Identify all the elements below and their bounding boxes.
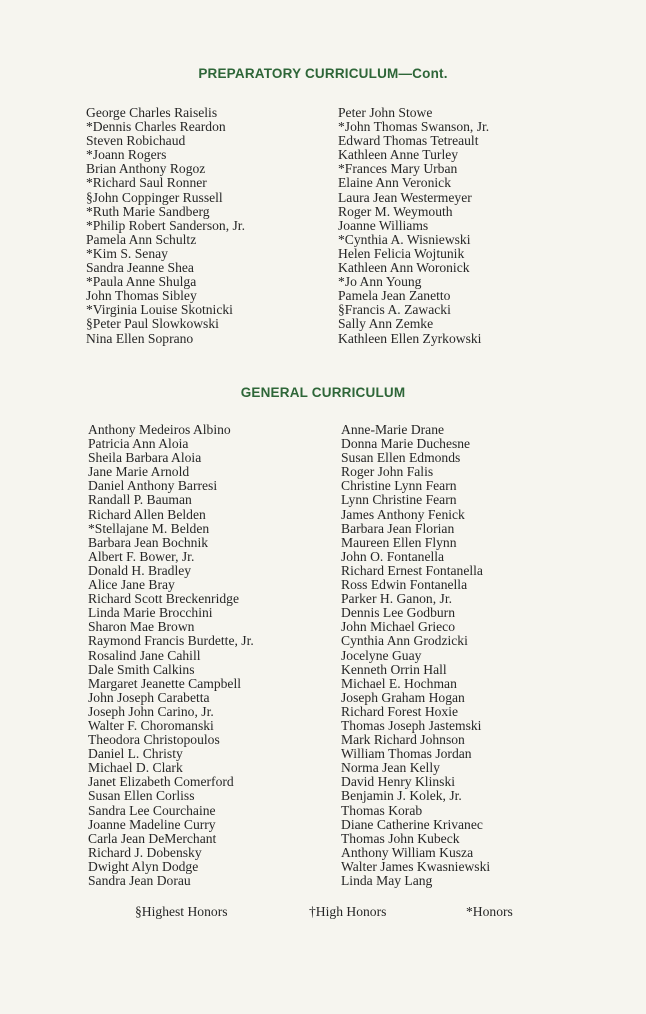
graduate-name: Parker H. Ganon, Jr. [341,591,452,607]
graduate-name: Theodora Christopoulos [88,732,220,748]
graduate-name: Joanne Madeline Curry [88,816,216,832]
graduate-name: Barbara Jean Florian [341,520,455,536]
graduate-name: Joseph John Carino, Jr. [88,703,214,719]
graduate-name: Daniel L. Christy [88,746,183,762]
graduate-name: Carla Jean DeMerchant [88,830,217,846]
graduate-name: *Stellajane M. Belden [88,520,210,536]
graduate-name: Alice Jane Bray [88,577,175,593]
graduate-name: Kathleen Ann Woronick [338,260,470,276]
graduate-name: Richard Scott Breckenridge [88,591,239,607]
graduate-name: Patricia Ann Aloia [88,436,189,452]
graduate-name: *Richard Saul Ronner [86,175,207,191]
graduate-name: Sandra Jeanne Shea [86,260,194,276]
footnote-high-honors: †High Honors [309,904,387,919]
graduate-name: Kathleen Ellen Zyrkowski [338,330,482,346]
graduate-name: John Michael Grieco [341,619,456,635]
graduate-name: Pamela Ann Schultz [86,231,197,247]
name-column-preparatory-right [338,106,489,346]
graduate-name: Richard J. Dobensky [88,844,202,860]
graduate-name: Randall P. Bauman [88,492,192,508]
graduate-name: Rosalind Jane Cahill [88,647,201,663]
graduate-name: Dale Smith Calkins [88,661,195,677]
graduate-name: Pamela Jean Zanetto [338,288,451,304]
graduate-name: Dennis Lee Godburn [341,605,456,621]
graduate-name: Michael E. Hochman [341,675,457,691]
section-heading-general: GENERAL CURRICULUM [240,385,406,400]
graduate-name: Edward Thomas Tetreault [338,133,479,149]
graduate-name: *Dennis Charles Reardon [86,119,226,135]
graduate-name: Jane Marie Arnold [88,464,190,480]
graduate-name: Susan Ellen Corliss [88,788,195,804]
footnote-honors: *Honors [466,904,513,919]
graduate-name: Richard Forest Hoxie [341,703,459,719]
graduate-name: Lynn Christine Fearn [341,492,457,508]
graduate-name: Nina Ellen Soprano [86,330,194,346]
graduate-name: *Paula Anne Shulga [86,274,197,290]
graduate-name: Linda Marie Brocchini [88,605,213,621]
graduate-name: James Anthony Fenick [341,506,465,522]
graduate-name: Anthony Medeiros Albino [88,422,231,437]
graduate-name: John O. Fontanella [341,548,445,564]
graduate-name: Thomas Joseph Jastemski [341,717,482,733]
graduate-name: Brian Anthony Rogoz [86,161,206,177]
graduate-name: Richard Allen Belden [88,506,206,522]
graduate-name: Sally Ann Zemke [338,316,434,332]
graduate-name: *Jo Ann Young [338,274,422,290]
graduate-name: *Virginia Louise Skotnicki [86,302,233,318]
graduate-name: John Thomas Sibley [86,288,197,304]
graduate-name: *Frances Mary Urban [338,161,458,177]
graduate-name: Sharon Mae Brown [88,619,195,635]
graduate-name: David Henry Klinski [341,774,456,790]
graduate-name: Diane Catherine Krivanec [341,816,483,832]
graduate-name: Thomas John Kubeck [341,830,460,846]
graduate-name: Sandra Jean Dorau [88,873,191,888]
graduate-name: William Thomas Jordan [341,746,472,762]
graduate-name: George Charles Raiselis [86,105,218,120]
graduate-name: Kenneth Orrin Hall [341,661,447,677]
section-heading-preparatory: PREPARATORY CURRICULUM—Cont. [198,66,448,81]
graduate-name: Dwight Alyn Dodge [88,858,199,874]
name-column-general-right [341,423,490,888]
graduate-name: Walter F. Choromanski [88,717,214,733]
graduate-name: Margaret Jeanette Campbell [88,675,241,691]
graduate-name: Sheila Barbara Aloia [88,450,202,466]
graduate-name: Mark Richard Johnson [341,732,465,748]
graduate-name: Steven Robichaud [86,133,186,149]
graduate-name: Joanne Williams [338,217,429,233]
graduate-name: *Cynthia A. Wisniewski [338,231,471,247]
graduate-name: Norma Jean Kelly [341,760,440,776]
graduate-name: John Joseph Carabetta [88,689,210,705]
graduate-name: Sandra Lee Courchaine [88,802,216,818]
graduate-name: Maureen Ellen Flynn [341,534,457,550]
graduate-name: §John Coppinger Russell [86,189,223,205]
graduate-name: Donald H. Bradley [88,562,192,578]
footnote-highest-honors: §Highest Honors [135,904,228,919]
graduate-name: Benjamin J. Kolek, Jr. [341,788,462,804]
graduate-name: Peter John Stowe [338,105,433,120]
graduate-name: Jocelyne Guay [341,647,422,663]
graduate-name: Elaine Ann Veronick [338,175,452,191]
name-column-preparatory-left [86,106,245,346]
name-column-general-left [88,423,254,888]
graduate-name: Roger John Falis [341,464,434,480]
graduate-name: Cynthia Ann Grodzicki [341,633,468,649]
graduate-name: Walter James Kwasniewski [341,858,491,874]
graduate-name: §Francis A. Zawacki [338,302,451,318]
graduate-name: *Ruth Marie Sandberg [86,203,210,219]
graduate-name: Ross Edwin Fontanella [341,577,468,593]
graduate-name: Helen Felicia Wojtunik [338,245,465,261]
graduate-name: *Philip Robert Sanderson, Jr. [86,217,245,233]
graduate-name: Kathleen Anne Turley [338,147,459,163]
graduate-name: Barbara Jean Bochnik [88,534,209,550]
graduate-name: Joseph Graham Hogan [341,689,465,705]
graduate-name: Donna Marie Duchesne [341,436,471,452]
graduate-name: Anthony William Kusza [341,844,474,860]
graduate-name: Thomas Korab [341,802,423,818]
graduate-name: Susan Ellen Edmonds [341,450,461,466]
graduate-name: Richard Ernest Fontanella [341,562,483,578]
graduate-name: §Peter Paul Slowkowski [86,316,219,332]
graduate-name: Albert F. Bower, Jr. [88,548,195,564]
graduate-name: Raymond Francis Burdette, Jr. [88,633,254,649]
graduate-name: Janet Elizabeth Comerford [88,774,234,790]
graduate-name: *Joann Rogers [86,147,167,163]
graduate-name: *John Thomas Swanson, Jr. [338,119,490,135]
graduate-name: Linda May Lang [341,873,433,888]
graduate-name: Roger M. Weymouth [338,203,453,219]
graduate-name: *Kim S. Senay [86,245,168,261]
graduate-name: Anne-Marie Drane [341,422,445,437]
graduate-name: Michael D. Clark [88,760,183,776]
graduate-name: Christine Lynn Fearn [341,478,457,494]
graduate-name: Daniel Anthony Barresi [88,478,218,494]
graduate-name: Laura Jean Westermeyer [338,189,472,205]
